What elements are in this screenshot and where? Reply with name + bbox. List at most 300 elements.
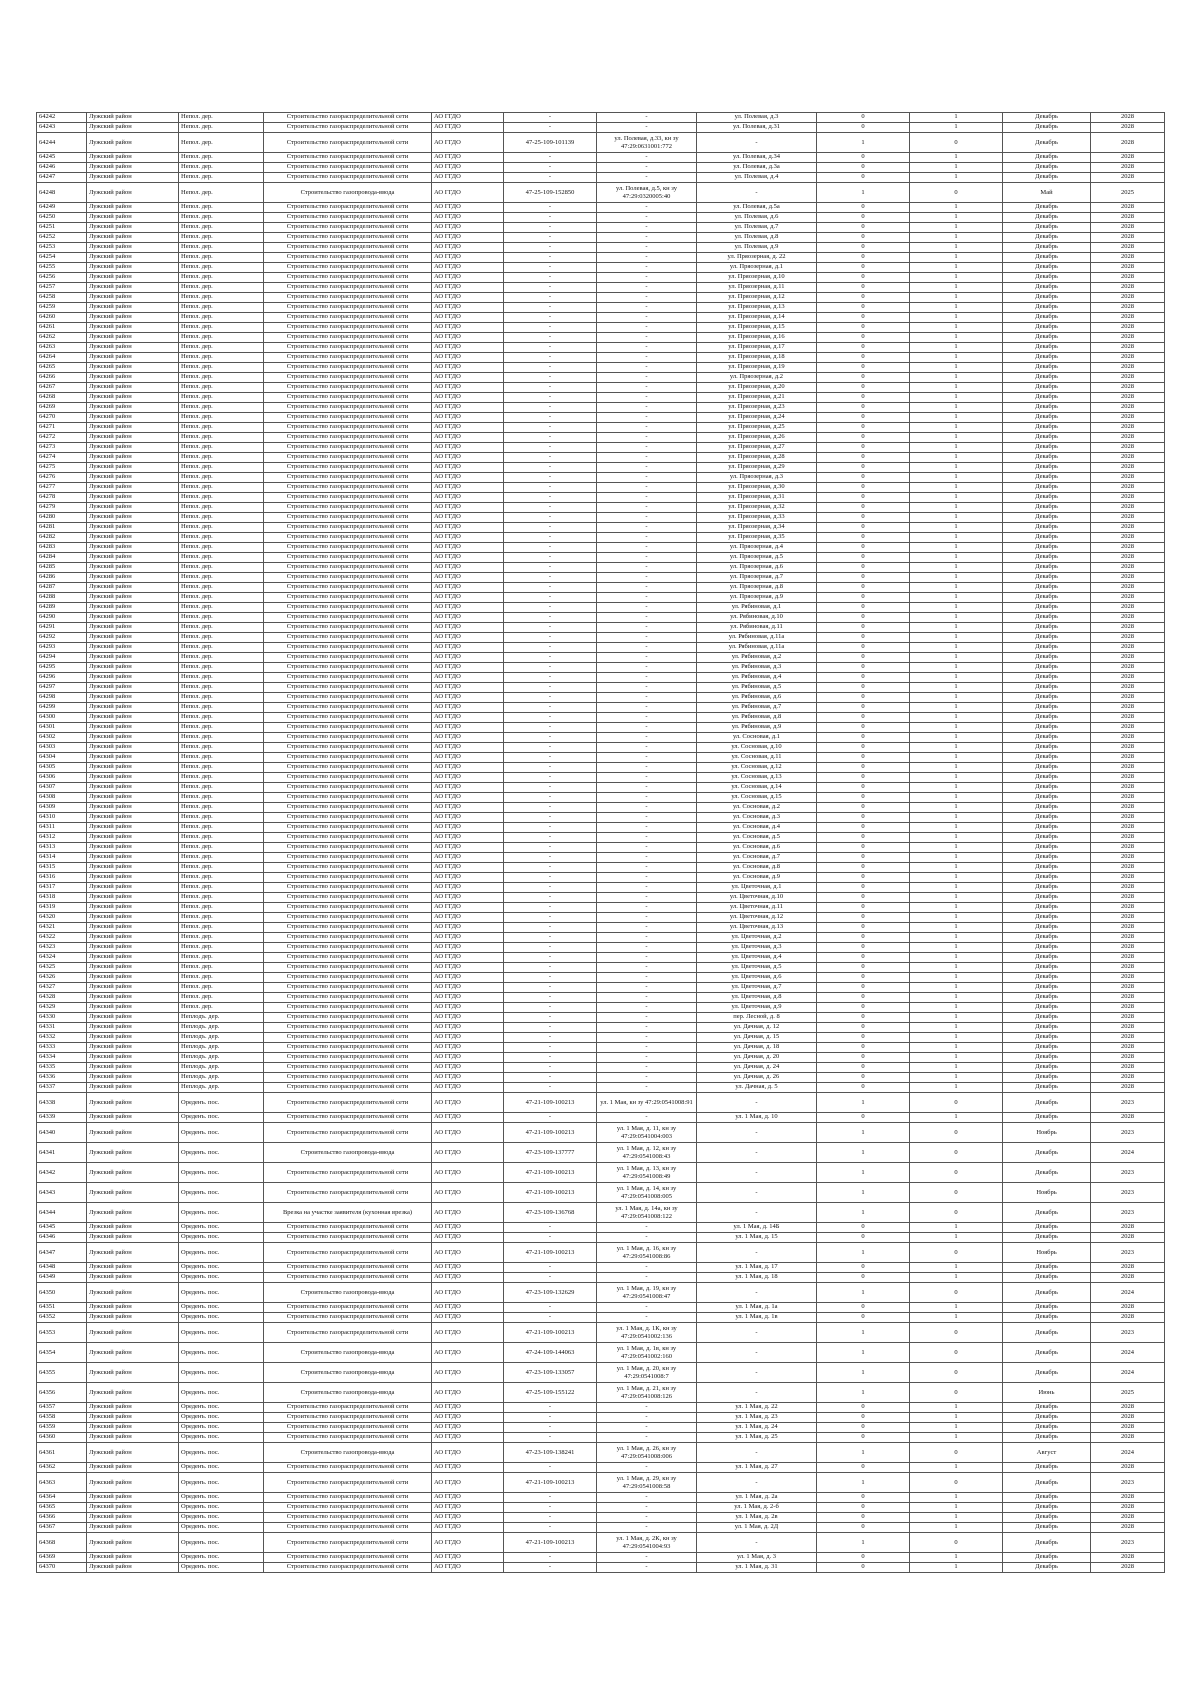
work-type-cell: Строительство газораспределительной сети [264,283,432,293]
tech-conditions-number-cell: - [504,833,597,843]
year-cell: 2028 [1091,1063,1165,1073]
settlement-cell: Ореденъ. пос. [179,1093,264,1113]
object-id-cell: 64269 [37,403,87,413]
value-b-cell: 0 [910,1203,1003,1223]
address-cell: ул. Цветочная, д.12 [697,913,817,923]
year-cell: 2023 [1091,1533,1165,1553]
tech-conditions-number-cell: - [504,433,597,443]
value-b-cell: 1 [910,1033,1003,1043]
settlement-cell: Непол. дер. [179,583,264,593]
value-a-cell: 0 [817,573,910,583]
object-id-cell: 64347 [37,1243,87,1263]
month-cell: Декабрь [1003,903,1091,913]
month-cell: Декабрь [1003,1083,1091,1093]
month-cell: Декабрь [1003,643,1091,653]
tech-conditions-number-cell: - [504,793,597,803]
object-id-cell: 64287 [37,583,87,593]
work-type-cell: Строительство газораспределительной сети [264,573,432,583]
district-cell: Лужский район [87,283,179,293]
table-row [37,363,1165,373]
table-row [37,683,1165,693]
value-b-cell: 1 [910,593,1003,603]
month-cell: Ноябрь [1003,1123,1091,1143]
value-a-cell: 0 [817,173,910,183]
district-cell: Лужский район [87,1143,179,1163]
object-id-cell: 64324 [37,953,87,963]
table-row [37,413,1165,423]
month-cell: Декабрь [1003,303,1091,313]
year-cell: 2028 [1091,913,1165,923]
month-cell: Декабрь [1003,1363,1091,1383]
value-b-cell: 1 [910,503,1003,513]
settlement-cell: Непол. дер. [179,543,264,553]
value-a-cell: 0 [817,203,910,213]
table-row [37,1203,1165,1223]
object-id-cell: 64327 [37,983,87,993]
organization-cell: АО ГГДО [432,693,504,703]
object-id-cell: 64288 [37,593,87,603]
object-id-cell: 64242 [37,113,87,123]
organization-cell: АО ГГДО [432,1093,504,1113]
year-cell: 2028 [1091,783,1165,793]
address-cell: - [697,1323,817,1343]
value-b-cell: 1 [910,773,1003,783]
table-row [37,113,1165,123]
settlement-cell: Ореденъ. пос. [179,1533,264,1553]
cadastral-address-cell: ул. 1 Мая, д. 21, кн зу 47:29:0541008:126 [597,1383,697,1403]
tech-conditions-number-cell: 47-23-109-133057 [504,1363,597,1383]
value-b-cell: 1 [910,523,1003,533]
year-cell: 2023 [1091,1093,1165,1113]
month-cell: Декабрь [1003,473,1091,483]
settlement-cell: Непол. дер. [179,293,264,303]
month-cell: Декабрь [1003,273,1091,283]
cadastral-address-cell: - [597,263,697,273]
year-cell: 2028 [1091,243,1165,253]
address-cell: ул. Сосновая, д.12 [697,763,817,773]
month-cell: Декабрь [1003,1313,1091,1323]
settlement-cell: Непол. дер. [179,483,264,493]
district-cell: Лужский район [87,863,179,873]
month-cell: Декабрь [1003,1093,1091,1113]
value-b-cell: 0 [910,1283,1003,1303]
cadastral-address-cell: - [597,523,697,533]
cadastral-address-cell: - [597,433,697,443]
address-cell: ул. Дачная, д. 26 [697,1073,817,1083]
district-cell: Лужский район [87,923,179,933]
tech-conditions-number-cell: - [504,313,597,323]
district-cell: Лужский район [87,523,179,533]
cadastral-address-cell: - [597,1023,697,1033]
tech-conditions-number-cell: - [504,1113,597,1123]
work-type-cell: Строительство газораспределительной сети [264,1263,432,1273]
organization-cell: АО ГГДО [432,403,504,413]
object-id-cell: 64257 [37,283,87,293]
settlement-cell: Непол. дер. [179,773,264,783]
tech-conditions-number-cell: - [504,453,597,463]
cadastral-address-cell: - [597,703,697,713]
month-cell: Декабрь [1003,583,1091,593]
value-b-cell: 0 [910,1363,1003,1383]
value-a-cell: 0 [817,933,910,943]
tech-conditions-number-cell: - [504,933,597,943]
table-row [37,593,1165,603]
table-row [37,393,1165,403]
value-b-cell: 1 [910,763,1003,773]
district-cell: Лужский район [87,643,179,653]
value-a-cell: 0 [817,393,910,403]
value-b-cell: 0 [910,1443,1003,1463]
settlement-cell: Ореденъ. пос. [179,1263,264,1273]
value-b-cell: 1 [910,1263,1003,1273]
value-a-cell: 0 [817,673,910,683]
district-cell: Лужский район [87,783,179,793]
tech-conditions-number-cell: - [504,1013,597,1023]
organization-cell: АО ГГДО [432,1273,504,1283]
organization-cell: АО ГГДО [432,1083,504,1093]
year-cell: 2028 [1091,303,1165,313]
address-cell: ул. Полевая, д.3 [697,113,817,123]
year-cell: 2028 [1091,363,1165,373]
value-a-cell: 0 [817,1053,910,1063]
settlement-cell: Непол. дер. [179,523,264,533]
settlement-cell: Непол. дер. [179,213,264,223]
object-id-cell: 64280 [37,513,87,523]
table-row [37,583,1165,593]
district-cell: Лужский район [87,1203,179,1223]
address-cell: ул. Пряозерная, д.15 [697,323,817,333]
cadastral-address-cell: ул. Полевая, д.33, кн зу 47:29:0631001:772 [597,133,697,153]
organization-cell: АО ГГДО [432,553,504,563]
address-cell: - [697,1443,817,1463]
district-cell: Лужский район [87,433,179,443]
year-cell: 2028 [1091,1083,1165,1093]
value-b-cell: 1 [910,1523,1003,1533]
district-cell: Лужский район [87,1073,179,1083]
cadastral-address-cell: - [597,1083,697,1093]
organization-cell: АО ГГДО [432,593,504,603]
month-cell: Декабрь [1003,523,1091,533]
object-id-cell: 64361 [37,1443,87,1463]
month-cell: Декабрь [1003,363,1091,373]
address-cell: ул. 1 Мая, д. 2а [697,1493,817,1503]
month-cell: Декабрь [1003,423,1091,433]
settlement-cell: Ореденъ. пос. [179,1383,264,1403]
organization-cell: АО ГГДО [432,1553,504,1563]
address-cell: ул. Пряозерная, д.1 [697,263,817,273]
organization-cell: АО ГГДО [432,653,504,663]
address-cell: ул. Сосновая, д.11 [697,753,817,763]
value-b-cell: 1 [910,553,1003,563]
district-cell: Лужский район [87,673,179,683]
organization-cell: АО ГГДО [432,393,504,403]
work-type-cell: Строительство газораспределительной сети [264,1533,432,1553]
work-type-cell: Строительство газораспределительной сети [264,883,432,893]
settlement-cell: Непол. дер. [179,463,264,473]
address-cell: ул. Пряозерная, д.34 [697,523,817,533]
object-id-cell: 64275 [37,463,87,473]
work-type-cell: Строительство газопровода-ввода [264,1443,432,1463]
work-type-cell: Строительство газораспределительной сети [264,123,432,133]
table-row [37,1523,1165,1533]
address-cell: ул. Цветочная, д.5 [697,963,817,973]
settlement-cell: Непол. дер. [179,1003,264,1013]
value-b-cell: 1 [910,573,1003,583]
address-cell: ул. Сосновая, д.9 [697,873,817,883]
settlement-cell: Непол. дер. [179,263,264,273]
organization-cell: АО ГГДО [432,1223,504,1233]
work-type-cell: Строительство газораспределительной сети [264,223,432,233]
year-cell: 2028 [1091,1493,1165,1503]
settlement-cell: Непол. дер. [179,793,264,803]
year-cell: 2024 [1091,1443,1165,1463]
month-cell: Декабрь [1003,1433,1091,1443]
tech-conditions-number-cell: - [504,953,597,963]
tech-conditions-number-cell: - [504,613,597,623]
work-type-cell: Строительство газораспределительной сети [264,873,432,883]
table-row [37,953,1165,963]
year-cell: 2028 [1091,493,1165,503]
settlement-cell: Непол. дер. [179,603,264,613]
value-a-cell: 1 [817,1383,910,1403]
tech-conditions-number-cell: - [504,903,597,913]
organization-cell: АО ГГДО [432,1503,504,1513]
year-cell: 2025 [1091,183,1165,203]
work-type-cell: Строительство газораспределительной сети [264,783,432,793]
organization-cell: АО ГГДО [432,573,504,583]
cadastral-address-cell: - [597,373,697,383]
table-row [37,623,1165,633]
table-row [37,993,1165,1003]
value-a-cell: 1 [817,1093,910,1113]
table-row [37,423,1165,433]
value-b-cell: 1 [910,1313,1003,1323]
value-a-cell: 0 [817,1503,910,1513]
value-b-cell: 1 [910,583,1003,593]
work-type-cell: Строительство газораспределительной сети [264,553,432,563]
object-id-cell: 64340 [37,1123,87,1143]
value-a-cell: 0 [817,123,910,133]
value-b-cell: 1 [910,383,1003,393]
tech-conditions-number-cell: - [504,1053,597,1063]
year-cell: 2028 [1091,473,1165,483]
value-a-cell: 0 [817,513,910,523]
district-cell: Лужский район [87,183,179,203]
settlement-cell: Ореденъ. пос. [179,1523,264,1533]
settlement-cell: Непол. дер. [179,643,264,653]
organization-cell: АО ГГДО [432,123,504,133]
settlement-cell: Непол. дер. [179,173,264,183]
value-b-cell: 1 [910,513,1003,523]
work-type-cell: Строительство газораспределительной сети [264,153,432,163]
settlement-cell: Неплодъ. дер. [179,1073,264,1083]
settlement-cell: Ореденъ. пос. [179,1363,264,1383]
year-cell: 2028 [1091,873,1165,883]
month-cell: Декабрь [1003,1323,1091,1343]
year-cell: 2028 [1091,973,1165,983]
table-row [37,843,1165,853]
address-cell: ул. 1 Мая, д. 17 [697,1263,817,1273]
district-cell: Лужский район [87,1003,179,1013]
tech-conditions-number-cell: - [504,473,597,483]
address-cell: ул. Цветочная, д.2 [697,933,817,943]
organization-cell: АО ГГДО [432,343,504,353]
value-a-cell: 0 [817,543,910,553]
address-cell: ул. Дачная, д. 5 [697,1083,817,1093]
cadastral-address-cell: - [597,123,697,133]
table-row [37,1033,1165,1043]
tech-conditions-number-cell: - [504,1563,597,1573]
table-row [37,1023,1165,1033]
district-cell: Лужский район [87,1423,179,1433]
organization-cell: АО ГГДО [432,503,504,513]
value-a-cell: 0 [817,593,910,603]
value-a-cell: 0 [817,603,910,613]
table-row [37,653,1165,663]
year-cell: 2028 [1091,273,1165,283]
object-id-cell: 64286 [37,573,87,583]
cadastral-address-cell: - [597,1263,697,1273]
settlement-cell: Ореденъ. пос. [179,1403,264,1413]
year-cell: 2028 [1091,823,1165,833]
object-id-cell: 64268 [37,393,87,403]
work-type-cell: Строительство газораспределительной сети [264,733,432,743]
year-cell: 2028 [1091,403,1165,413]
value-a-cell: 0 [817,643,910,653]
month-cell: Декабрь [1003,123,1091,133]
table-row [37,1553,1165,1563]
month-cell: Декабрь [1003,233,1091,243]
value-b-cell: 1 [910,733,1003,743]
month-cell: Декабрь [1003,223,1091,233]
work-type-cell: Строительство газораспределительной сети [264,723,432,733]
cadastral-address-cell: - [597,983,697,993]
district-cell: Лужский район [87,793,179,803]
tech-conditions-number-cell: - [504,323,597,333]
district-cell: Лужский район [87,343,179,353]
district-cell: Лужский район [87,723,179,733]
year-cell: 2024 [1091,1143,1165,1163]
object-id-cell: 64296 [37,673,87,683]
month-cell: Декабрь [1003,1403,1091,1413]
tech-conditions-number-cell: - [504,863,597,873]
table-row [37,1263,1165,1273]
district-cell: Лужский район [87,1123,179,1143]
settlement-cell: Непол. дер. [179,713,264,723]
work-type-cell: Строительство газораспределительной сети [264,463,432,473]
year-cell: 2028 [1091,1433,1165,1443]
value-a-cell: 0 [817,333,910,343]
object-id-cell: 64355 [37,1363,87,1383]
value-b-cell: 1 [910,673,1003,683]
organization-cell: АО ГГДО [432,1383,504,1403]
value-a-cell: 1 [817,1183,910,1203]
value-b-cell: 1 [910,713,1003,723]
work-type-cell: Строительство газораспределительной сети [264,1023,432,1033]
value-a-cell: 0 [817,1553,910,1563]
value-a-cell: 0 [817,703,910,713]
table-row [37,343,1165,353]
district-cell: Лужский район [87,703,179,713]
work-type-cell: Строительство газораспределительной сети [264,713,432,723]
year-cell: 2028 [1091,703,1165,713]
month-cell: Декабрь [1003,823,1091,833]
district-cell: Лужский район [87,893,179,903]
object-id-cell: 64358 [37,1413,87,1423]
object-id-cell: 64325 [37,963,87,973]
address-cell: ул. Сосновая, д.10 [697,743,817,753]
month-cell: Декабрь [1003,933,1091,943]
work-type-cell: Строительство газораспределительной сети [264,583,432,593]
value-a-cell: 0 [817,853,910,863]
month-cell: Декабрь [1003,133,1091,153]
value-a-cell: 0 [817,743,910,753]
address-cell: ул. Сосновая, д.8 [697,863,817,873]
year-cell: 2028 [1091,663,1165,673]
value-b-cell: 1 [910,1433,1003,1443]
value-a-cell: 0 [817,1113,910,1123]
cadastral-address-cell: ул. 1 Мая, д. 14, кн зу 47:29:0541008:005 [597,1183,697,1203]
value-b-cell: 1 [910,303,1003,313]
tech-conditions-number-cell: - [504,333,597,343]
cadastral-address-cell: - [597,1513,697,1523]
cadastral-address-cell: ул. 1 Мая, д. 29, кн зу 47:29:0541008:58 [597,1473,697,1493]
month-cell: Декабрь [1003,873,1091,883]
value-a-cell: 0 [817,463,910,473]
organization-cell: АО ГГДО [432,1053,504,1063]
year-cell: 2028 [1091,963,1165,973]
tech-conditions-number-cell: - [504,223,597,233]
value-b-cell: 1 [910,683,1003,693]
settlement-cell: Непол. дер. [179,653,264,663]
address-cell: ул. Рябиновая, д.8 [697,713,817,723]
object-id-cell: 64335 [37,1063,87,1073]
work-type-cell: Строительство газораспределительной сети [264,673,432,683]
value-b-cell: 0 [910,133,1003,153]
value-b-cell: 1 [910,1553,1003,1563]
value-b-cell: 1 [910,903,1003,913]
cadastral-address-cell: - [597,693,697,703]
cadastral-address-cell: - [597,513,697,523]
object-id-cell: 64346 [37,1233,87,1243]
address-cell: ул. Рябиновая, д.1 [697,603,817,613]
address-cell: ул. Пряозерная, д.31 [697,493,817,503]
district-cell: Лужский район [87,1303,179,1313]
organization-cell: АО ГГДО [432,463,504,473]
organization-cell: АО ГГДО [432,113,504,123]
work-type-cell: Строительство газораспределительной сети [264,1433,432,1443]
cadastral-address-cell: - [597,943,697,953]
value-a-cell: 0 [817,1023,910,1033]
value-b-cell: 1 [910,943,1003,953]
work-type-cell: Строительство газопровода-ввода [264,1283,432,1303]
tech-conditions-number-cell: - [504,113,597,123]
organization-cell: АО ГГДО [432,753,504,763]
district-cell: Лужский район [87,533,179,543]
cadastral-address-cell: - [597,1273,697,1283]
settlement-cell: Непол. дер. [179,373,264,383]
tech-conditions-number-cell: - [504,1523,597,1533]
object-id-cell: 64341 [37,1143,87,1163]
year-cell: 2028 [1091,543,1165,553]
cadastral-address-cell: - [597,383,697,393]
month-cell: Декабрь [1003,463,1091,473]
settlement-cell: Неплодъ. дер. [179,1043,264,1053]
district-cell: Лужский район [87,613,179,623]
value-b-cell: 1 [910,693,1003,703]
cadastral-address-cell: - [597,153,697,163]
year-cell: 2028 [1091,423,1165,433]
